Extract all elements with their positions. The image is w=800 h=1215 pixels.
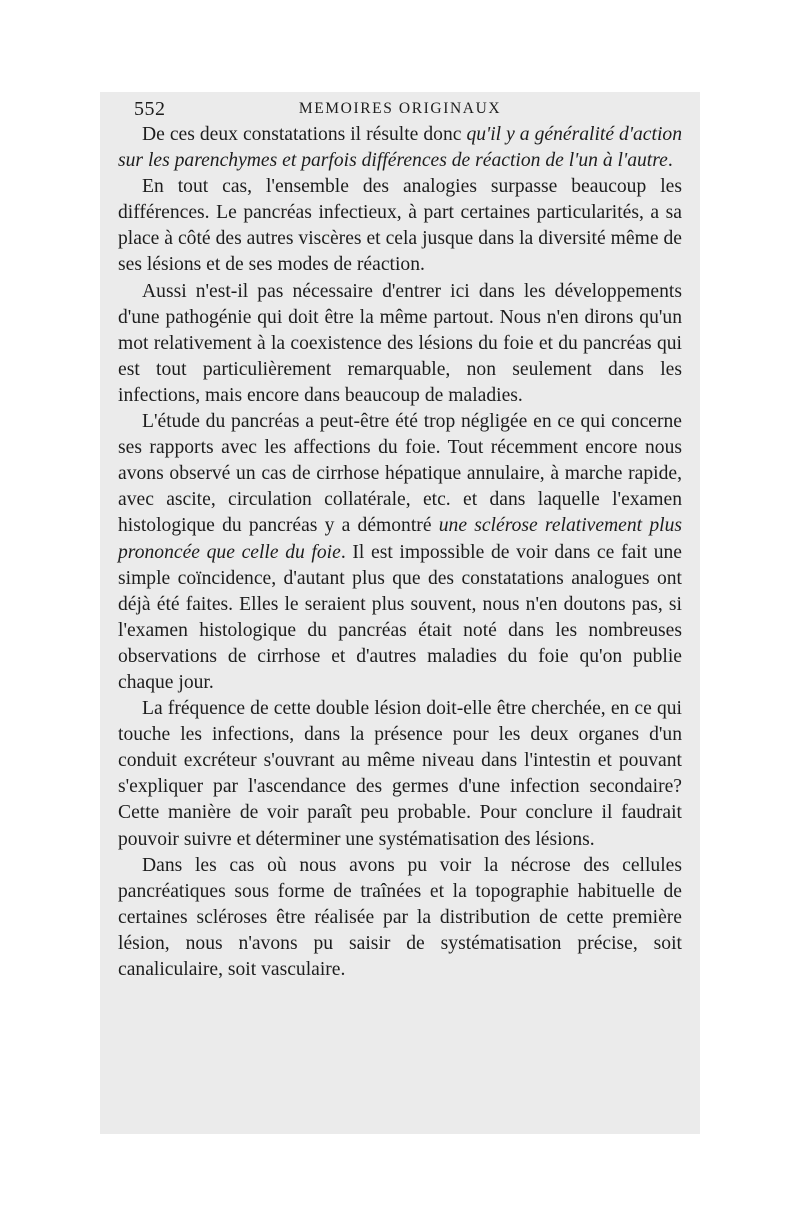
paragraph-5: La fréquence de cette double lésion doit-elle être cherchée, en ce qui touche les infections, dans la présence pour les deux organes d'un conduit excréteur s'ouvrant au même niveau dans l'intestin et pouvant s'expliquer par l'ascendance des germes d'une infection secondaire? Cette manière de voir paraît peu probable. Pour conclure il faudrait pouvoir suivre et déterminer une systématisation des lésions.	[118, 698, 682, 850]
paragraph-1-emphasis: qu'il y a généralité d'action sur les parenchymes et parfois différences de réaction de l'un à l'autre	[118, 124, 682, 172]
paragraph-2: En tout cas, l'ensemble des analogies surpasse beaucoup les différences. Le pancréas infectieux, à part certaines particularités, a sa place à côté des autres viscères et cela jusque dans la diversité même de ses lésions et de ses modes de réaction.	[118, 176, 682, 276]
paragraph-4-text: L'étude du pancréas a peut-être été trop négligée en ce qui concerne ses rapports avec les affections du foie. Tout récemment encore nous avons observé un cas de cirrhose hépatique annulaire, à marche rapide, avec ascite, circulation collatérale, etc. et dans laquelle l'examen histologique du pancréas y a démontré	[118, 411, 682, 537]
paragraph-4-emphasis: une sclérose relativement plus prononcée que celle du foie	[118, 515, 682, 563]
running-title: MEMOIRES ORIGINAUX	[298, 100, 502, 117]
page-number: 552	[134, 98, 166, 120]
paragraph-1	[118, 122, 682, 174]
paragraph-4	[118, 409, 682, 696]
paragraph-1-end: .	[667, 150, 673, 172]
paragraph-4-end: . Il est impossible de voir dans ce fait une simple coïncidence, d'autant plus que des constatations analogues ont déjà été faites. Elles le seraient plus souvent, nous n'en doutons pas, si l'examen histologique du pancréas était noté dans les nombreuses observations de cirrhose et d'autres maladies du foie qu'on publie chaque jour.	[118, 541, 682, 693]
paragraph-3: Aussi n'est-il pas nécessaire d'entrer ici dans les développements d'une pathogénie qui doit être la même partout. Nous n'en dirons qu'un mot relativement à la coexistence des lésions du foie et du pancréas qui est tout particulièrement remarquable, non seulement dans les infections, mais encore dans beaucoup de maladies.	[118, 280, 682, 406]
body-text	[118, 122, 682, 983]
paragraph-1-text: De ces deux constatations il résulte donc	[142, 124, 467, 145]
paragraph-6: Dans les cas où nous avons pu voir la nécrose des cellules pancréatiques sous forme de traînées et la topographie habituelle de certaines scléroses être réalisée par la distribution de cette première lésion, nous n'avons pu saisir de systématisation précise, soit canaliculaire, soit vasculaire.	[118, 854, 682, 980]
document-page	[100, 92, 700, 1134]
page-header	[118, 92, 682, 122]
